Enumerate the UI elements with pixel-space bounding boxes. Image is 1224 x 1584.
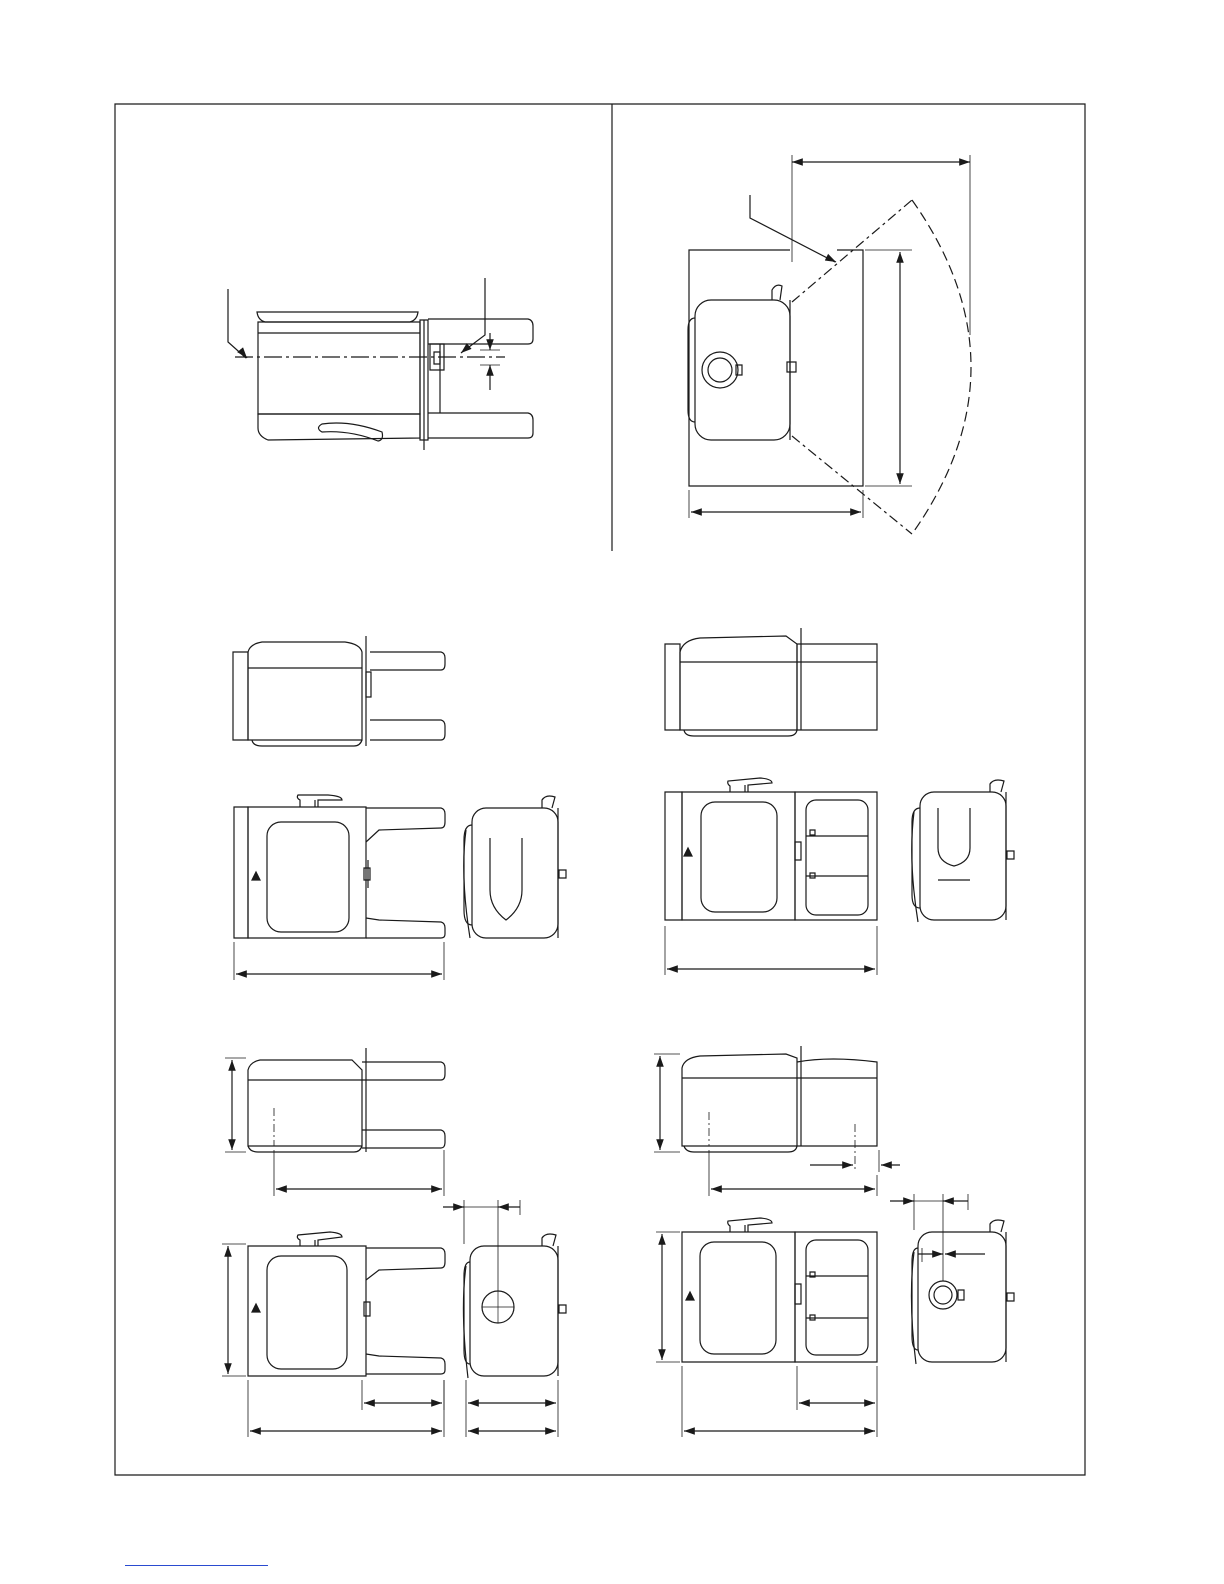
side-view-short bbox=[464, 796, 566, 938]
top-view-long-dim bbox=[654, 1046, 900, 1196]
front-view-short bbox=[234, 795, 445, 980]
top-view-short bbox=[233, 636, 445, 746]
front-view-short-dim bbox=[222, 1232, 445, 1437]
side-view-long bbox=[912, 780, 1014, 922]
front-view-long-dim bbox=[656, 1218, 877, 1437]
side-view-long-dim bbox=[890, 1194, 1014, 1364]
outer-frame bbox=[115, 104, 1085, 1475]
front-view-long bbox=[665, 778, 877, 975]
footer-link-underline[interactable] bbox=[125, 1551, 268, 1566]
top-view-long bbox=[665, 628, 877, 736]
side-view-short-dim bbox=[443, 1200, 566, 1437]
top-clearance-view bbox=[688, 155, 971, 534]
side-clearance-view bbox=[228, 278, 533, 450]
top-view-short-dim bbox=[225, 1048, 445, 1196]
